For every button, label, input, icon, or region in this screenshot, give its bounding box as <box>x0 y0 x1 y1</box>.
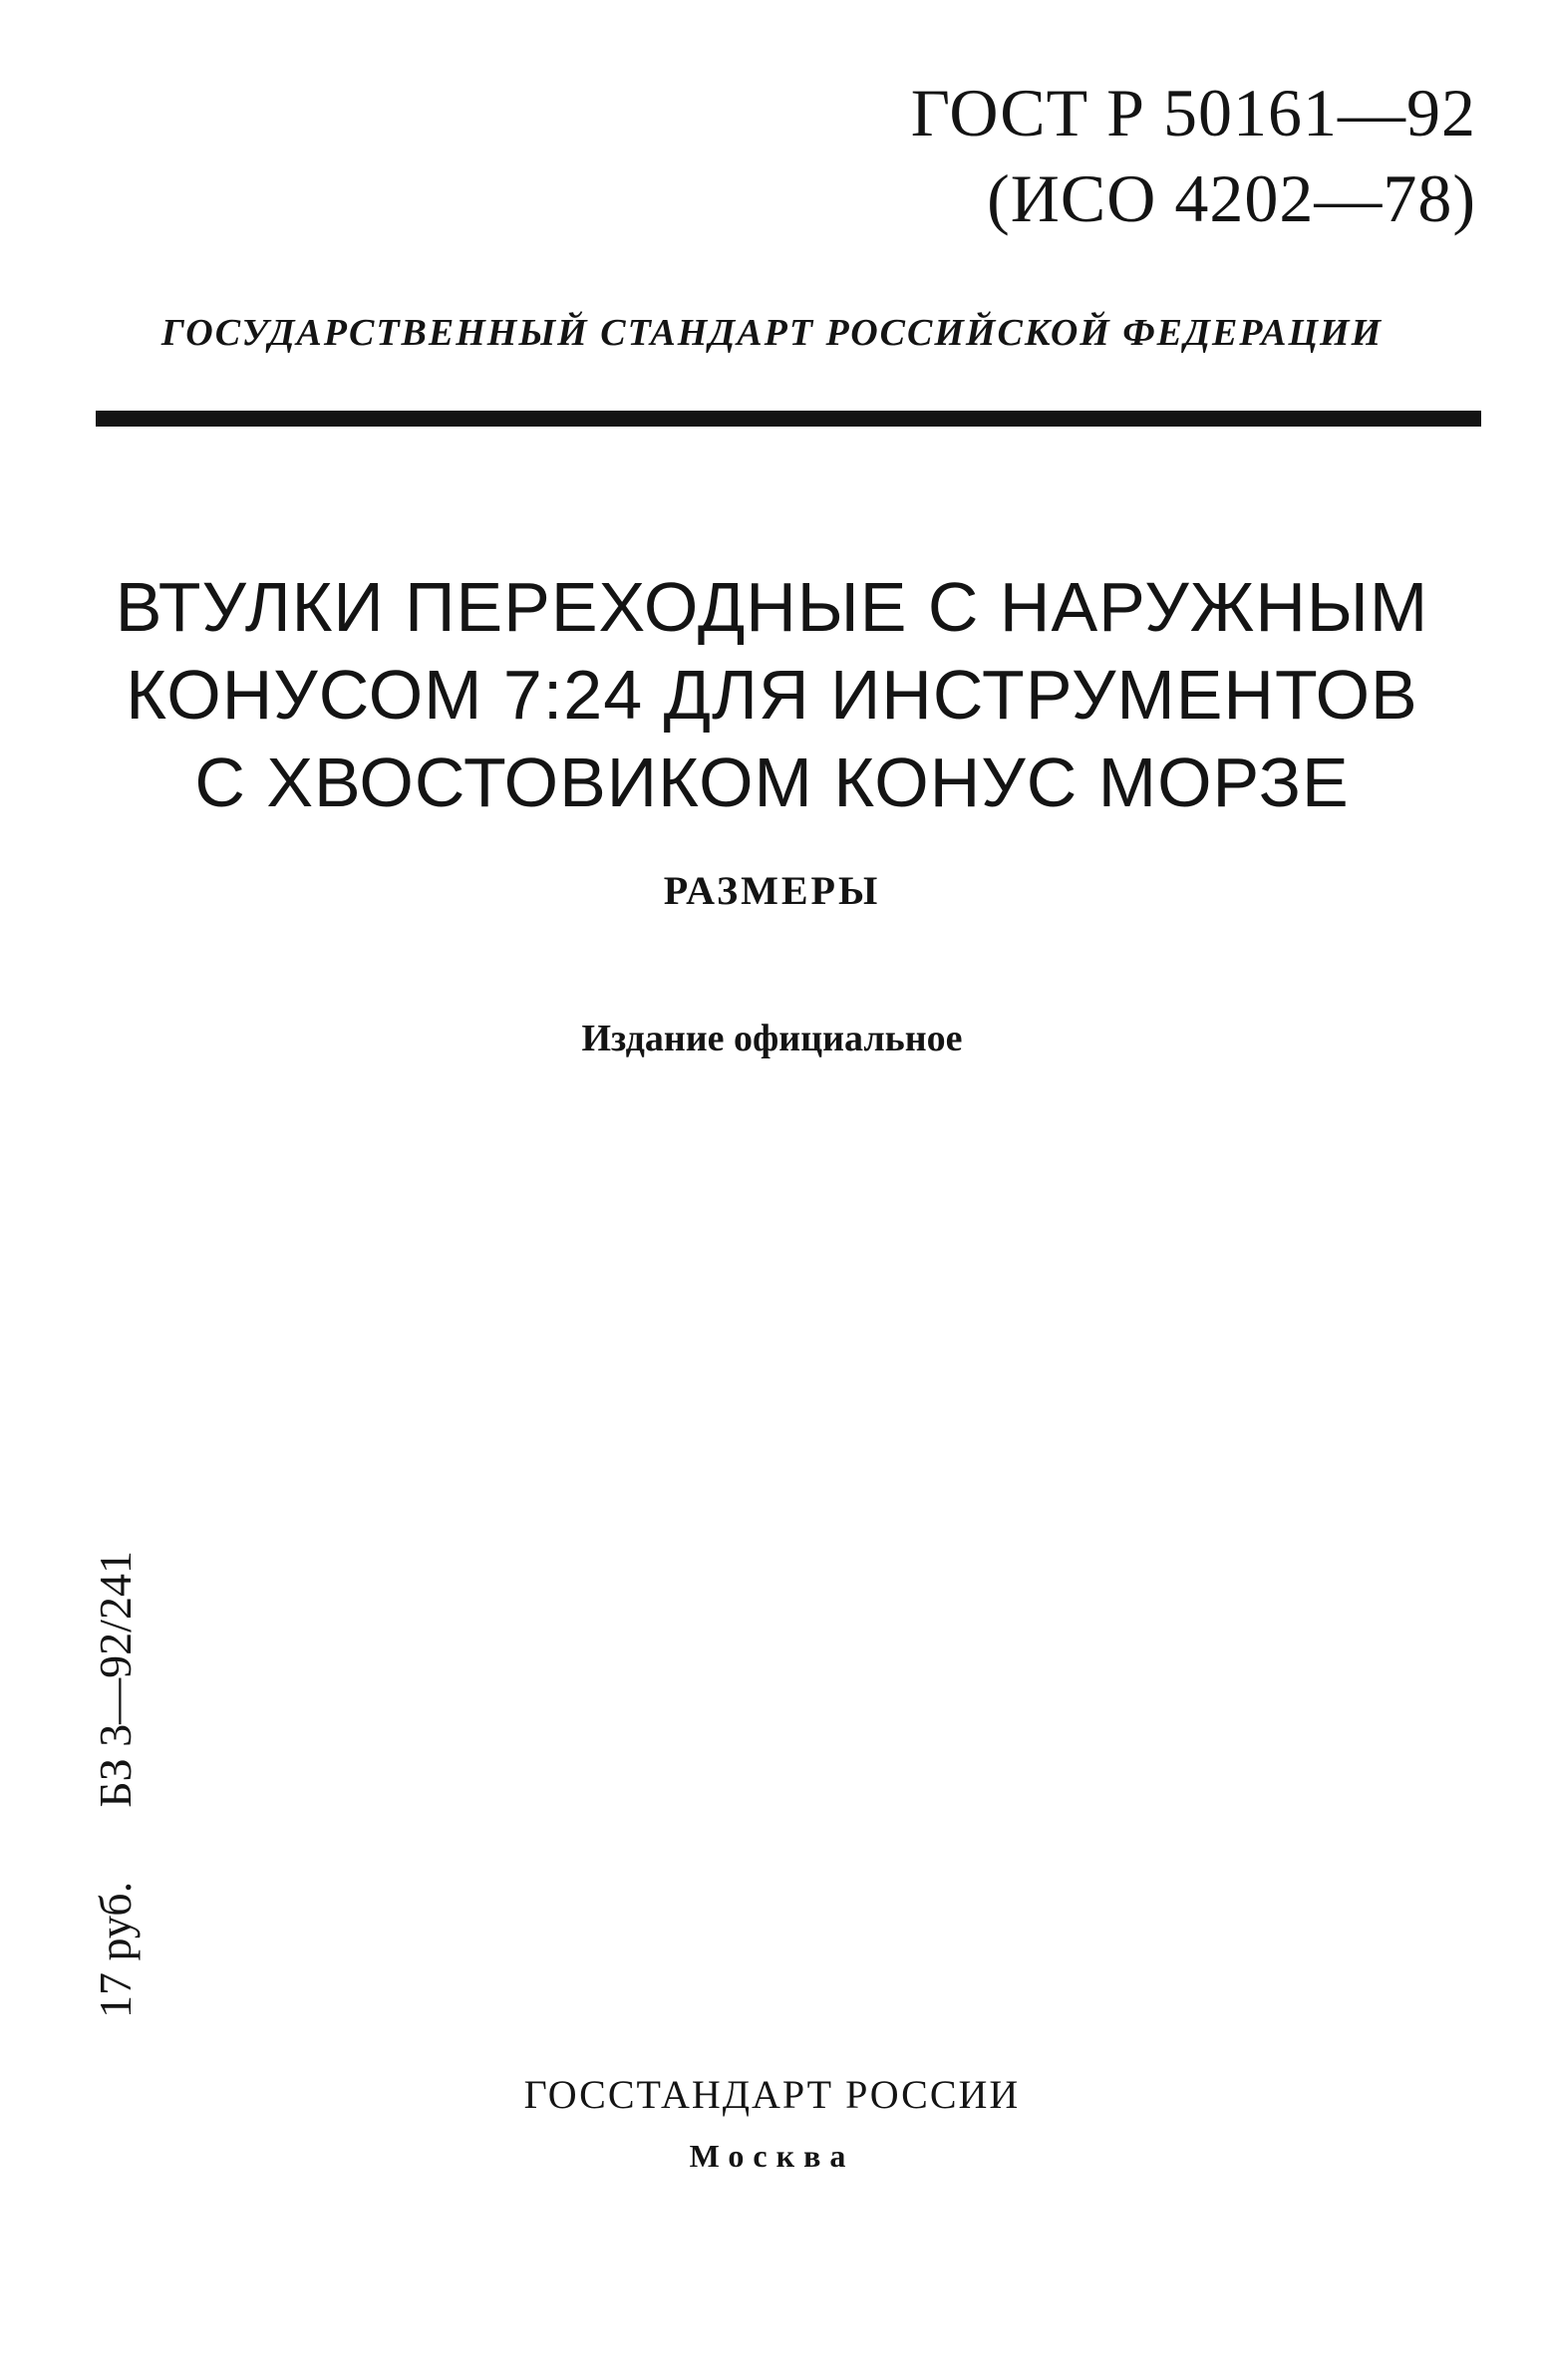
standard-number: ГОСТ Р 50161—92 <box>910 75 1476 150</box>
issuing-organization: ГОСУДАРСТВЕННЫЙ СТАНДАРТ РОССИЙСКОЙ ФЕДЕРАЦИИ <box>160 312 1384 354</box>
edition-label: Издание официальное <box>581 1018 963 1059</box>
document-subtitle: РАЗМЕРЫ <box>663 868 881 913</box>
publisher: ГОССТАНДАРТ РОССИИ <box>523 2072 1021 2117</box>
document-title <box>0 563 1544 826</box>
publication-city: Москва <box>689 2138 855 2174</box>
header-divider <box>96 411 1481 427</box>
title-line-3: С ХВОСТОВИКОМ КОНУС МОРЗЕ <box>194 744 1350 821</box>
standard-code-block <box>911 70 1476 241</box>
price-label: 17 руб. <box>90 1881 141 2018</box>
side-note <box>90 1551 142 2018</box>
iso-reference: (ИСО 4202—78) <box>987 160 1476 236</box>
catalog-number: БЗ 3—92/241 <box>90 1551 141 1808</box>
title-line-1: ВТУЛКИ ПЕРЕХОДНЫЕ С НАРУЖНЫМ <box>115 568 1429 646</box>
title-line-2: КОНУСОМ 7:24 ДЛЯ ИНСТРУМЕНТОВ <box>126 656 1418 734</box>
